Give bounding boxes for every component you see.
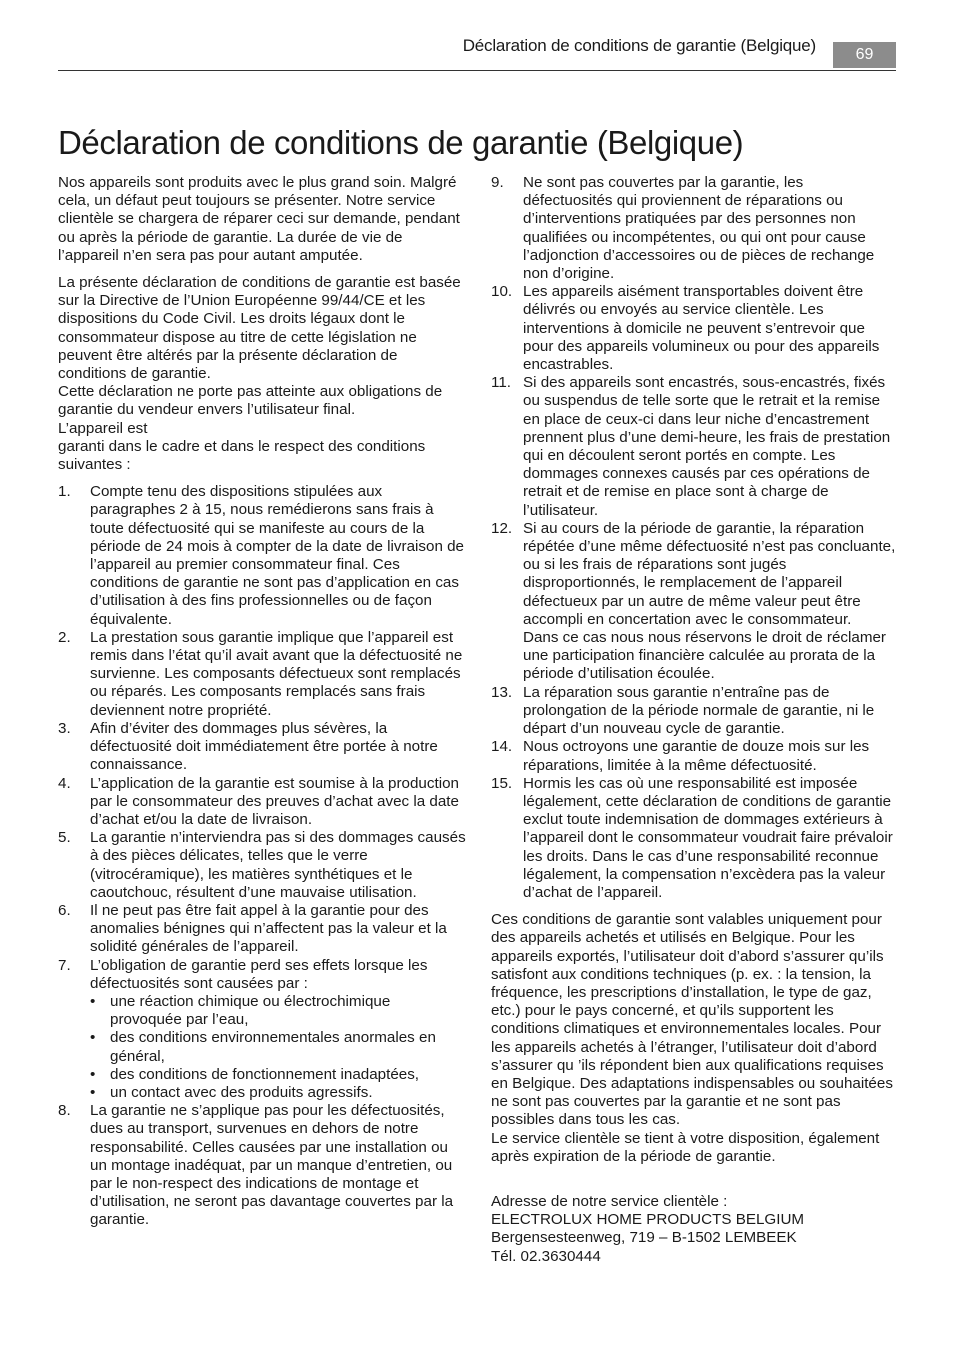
page-title: Déclaration de conditions de garantie (Belgique) xyxy=(58,124,744,161)
address-line: Bergensesteenweg, 719 – B-1502 LEMBEEK xyxy=(491,1229,797,1247)
item-text: La réparation sous garantie n’entraîne pas de prolongation de la période normale de garantie, ni le départ d’un nouveau cycle de garantie. xyxy=(523,683,875,738)
list-item xyxy=(491,174,896,283)
item-number: 12. xyxy=(491,519,513,537)
intro-paragraph: Cette déclaration ne porte pas atteinte aux obligations de garantie du vendeur envers l’utilisateur final. xyxy=(58,383,443,419)
item-text: Compte tenu des dispositions stipulées aux paragraphes 2 à 15, nous remédierons sans frais à toute défectuosité qui se manifeste au cours de la période de 24 mois à compter de la date de livraison de l’appareil au premier consommateur final. Ces conditions de garantie ne sont pas d’application en cas d’utilisation à des fins professionnelles ou de façon équivalente. xyxy=(90,483,465,628)
item-number: 6. xyxy=(58,901,71,919)
conditions-list-continued xyxy=(491,174,896,902)
item-number: 2. xyxy=(58,628,71,646)
item-text: Afin d’éviter des dommages plus sévères, la défectuosité doit immédiatement être portée à notre connaissance. xyxy=(90,719,438,774)
item-extra-text: Dans ce cas nous nous réservons le droit de réclamer une participation financière calculée au prorata de la période d’utilisation écoulée. xyxy=(523,629,886,683)
list-item xyxy=(58,829,466,902)
intro-paragraph: La présente déclaration de conditions de garantie est basée sur la Directive de l’Union Européenne 99/44/CE et les dispositions du Code Civil. Les droits légaux dont le consommateur dispose au titre de cette législation ne peuvent être altérés par la présente déclaration de conditions de garantie. xyxy=(58,274,461,383)
item-text: La garantie n’interviendra pas si des dommages causés à des pièces délicates, telles que le verre (vitrocéramique), les matières synthétiques et le caoutchouc, résultent d’une mauvaise utilisation. xyxy=(90,829,466,901)
list-item xyxy=(58,629,466,720)
page-number: 69 xyxy=(833,42,896,68)
bullet-icon: • xyxy=(90,1029,96,1047)
item-text: Il ne peut pas être fait appel à la garantie pour des anomalies bénignes qui n’affectent pas la valeur et la solidité générales de l’appareil. xyxy=(90,901,447,956)
list-item xyxy=(58,902,466,957)
bullet-text: une réaction chimique ou électrochimique provoquée par l’eau, xyxy=(110,992,391,1029)
page-header xyxy=(58,30,896,71)
address-line: ELECTROLUX HOME PRODUCTS BELGIUM xyxy=(491,1211,805,1229)
item-text: Hormis les cas où une responsabilité est imposée légalement, cette déclaration de conditions de garantie exclut toute indemnisation de dommages extérieurs à l’appareil dont le consommateur voudrait faire prévaloir les droits. Dans le cas d’une responsabilité reconnue légalement, la compensation n’excèdera pas la valeur d’achat de l’appareil. xyxy=(523,774,893,901)
item-text: Si au cours de la période de garantie, la réparation répétée d’une même défectuosité n’est pas concluante, ou si les frais de réparations sont jugés disproportionnés, le remplacement de l’appareil défectueux par un autre de même valeur peut être accompli en concertation avec le consommateur. xyxy=(523,519,896,628)
bullet-text: un contact avec des produits agressifs. xyxy=(110,1083,373,1101)
item-text: Nous octroyons une garantie de douze mois sur les réparations, limitée à la même défectuosité. xyxy=(523,738,870,774)
item-number: 1. xyxy=(58,483,71,501)
item-number: 5. xyxy=(58,829,71,847)
left-column xyxy=(58,174,466,1230)
list-item xyxy=(58,720,466,775)
closing-paragraph: Le service clientèle se tient à votre disposition, également après expiration de la période de garantie. xyxy=(491,1129,880,1165)
item-number: 3. xyxy=(58,719,71,737)
closing-paragraph: Ces conditions de garantie sont valables uniquement pour des appareils achetés et utilisés en Belgique. Pour les appareils exportés, l’utilisateur doit d’abord s’assurer qu’ils satisfont aux conditions techniques (p. ex. : la tension, la fréquence, les prescriptions d’installation, le type de gaz, etc.) pour le pays concerné, et qu’ils supportent les conditions climatiques et environnementales locales. Pour les appareils achetés à l’étranger, l’utilisateur doit d’abord s’assurer qu ’ils répondent bien aux qualifications requises en Belgique. Des adaptations indispensables ou souhaitées ne sont pas couvertes par la garantie et ne sont pas possibles dans tous les cas. xyxy=(491,911,893,1129)
bullet-icon: • xyxy=(90,992,96,1010)
bullet-icon: • xyxy=(90,1083,96,1101)
list-item xyxy=(58,957,466,1103)
conditions-list xyxy=(58,483,466,1229)
item-text: Les appareils aisément transportables doivent être délivrés ou envoyés au service clientèle. Les interventions à domicile ne peuvent s’entrevoir que pour des appareils volumineux ou pour des appareils encastrables. xyxy=(523,283,880,374)
item-text: L’obligation de garantie perd ses effets lorsque les défectuosités sont causées par : xyxy=(90,956,428,992)
bullet-item xyxy=(90,1083,466,1102)
bullet-item xyxy=(90,1065,466,1084)
bullet-list xyxy=(90,993,466,1102)
list-item xyxy=(491,374,896,520)
intro-paragraph: L’appareil est xyxy=(58,419,148,437)
item-number: 15. xyxy=(491,774,513,792)
bullet-item xyxy=(90,1029,466,1065)
list-item xyxy=(491,283,896,374)
address-line: Tél. 02.3630444 xyxy=(491,1247,601,1265)
intro-paragraph: garanti dans le cadre et dans le respect des conditions suivantes : xyxy=(58,437,426,474)
item-text: La prestation sous garantie implique que l’appareil est remis dans l’état qu’il avait avant que la défectuosité ne survienne. Les composants défectueux sont remplacés ou réparés. Les composants remplacés sans frais deviennent notre propriété. xyxy=(90,628,463,719)
item-text: Si des appareils sont encastrés, sous-encastrés, fixés ou suspendus de telle sorte que le retrait et la remise en place de ceux-ci dans leur niche d’encastrement prennent plus d’une demi-heure, les frais de prestation qui en découlent seront portés en compte. Les dommages connexes causés par ces opérations de retrait et de remise en place sont à charge de l’utilisateur. xyxy=(523,374,891,519)
bullet-text: des conditions environnementales anormales en général, xyxy=(110,1029,436,1065)
right-column xyxy=(491,174,896,1266)
list-item xyxy=(58,775,466,830)
item-number: 10. xyxy=(491,283,513,301)
bullet-text: des conditions de fonctionnement inadaptées, xyxy=(110,1065,420,1083)
list-item xyxy=(491,775,896,902)
item-number: 8. xyxy=(58,1102,71,1120)
list-item xyxy=(491,520,896,684)
bullet-icon: • xyxy=(90,1065,96,1083)
item-number: 14. xyxy=(491,738,513,756)
list-item xyxy=(58,483,466,629)
bullet-item xyxy=(90,992,466,1029)
item-number: 11. xyxy=(491,374,511,392)
address-block xyxy=(491,1193,896,1266)
item-number: 9. xyxy=(491,174,504,191)
list-item xyxy=(491,738,896,774)
address-line: Adresse de notre service clientèle : xyxy=(491,1192,728,1210)
item-text: Ne sont pas couvertes par la garantie, les défectuosités qui proviennent de réparations ou d’interventions pratiquées par des personnes non qualifiées ou incompétentes, ou qui ont pour cause l’adjonction d’accessoires ou de pièces de rechange non d’origine. xyxy=(523,174,875,283)
item-number: 13. xyxy=(491,683,513,701)
intro-paragraph: Nos appareils sont produits avec le plus grand soin. Malgré cela, un défaut peut toujours se présenter. Notre service clientèle se chargera de réparer ceci sur demande, pendant ou après la période de garantie. La durée de vie de l’appareil n’en sera pas pour autant amputée. xyxy=(58,174,460,264)
header-title: Déclaration de conditions de garantie (Belgique) xyxy=(462,36,816,55)
list-item xyxy=(58,1102,466,1229)
item-text: L’application de la garantie est soumise à la production par le consommateur des preuves d’achat avec la date d’achat et/ou la date de livraison. xyxy=(90,774,459,828)
list-item xyxy=(491,684,896,739)
item-number: 7. xyxy=(58,956,71,974)
item-text: La garantie ne s’applique pas pour les défectuosités, dues au transport, survenues en dehors de notre responsabilité. Celles causées par une installation ou un montage inadéquat, par un manque d’entretien, ou par le non-respect des indications de montage et d’utilisation, ne seront pas davantage couvertes par la garantie. xyxy=(90,1102,454,1229)
item-number: 4. xyxy=(58,774,71,792)
